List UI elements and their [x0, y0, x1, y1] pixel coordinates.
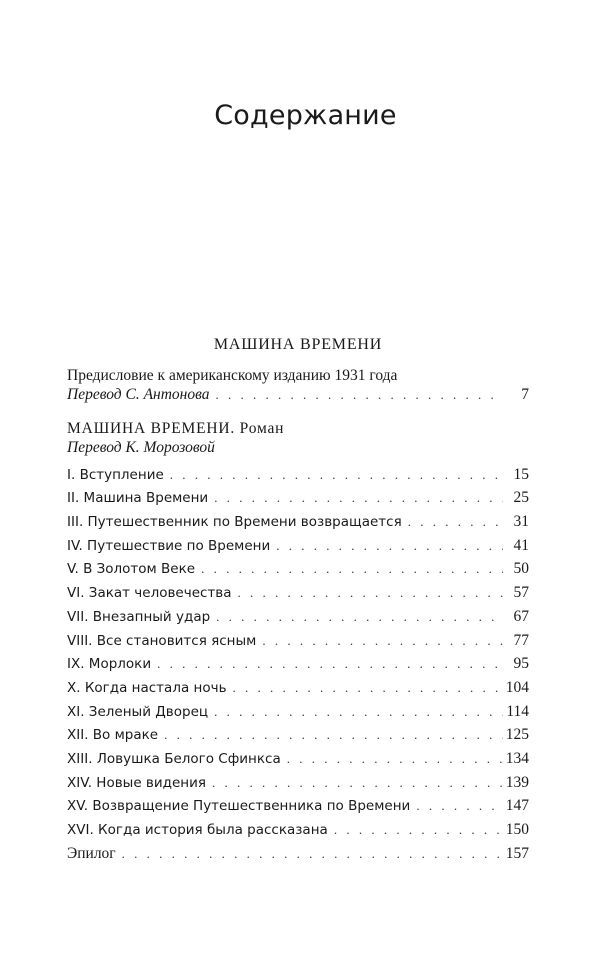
novel-title: МАШИНА ВРЕМЕНИ. Роман	[67, 419, 285, 437]
preface-translator: Перевод С. Антонова	[67, 386, 210, 403]
page-number: 31	[513, 513, 529, 531]
dot-leader	[122, 844, 503, 863]
toc-entry-epilogue[interactable]	[67, 844, 529, 868]
preface-title: Предисловие к американскому изданию 1931 года	[67, 367, 398, 384]
chapter-title: II. Машина Времени	[67, 490, 209, 507]
toc-entry[interactable]	[67, 725, 529, 749]
page-number: 104	[505, 678, 529, 696]
page-number: 147	[505, 797, 529, 815]
toc-entry[interactable]	[67, 465, 529, 489]
toc-entry[interactable]	[67, 654, 529, 678]
dot-leader	[212, 773, 503, 792]
page-number: 15	[513, 465, 529, 483]
toc-entry[interactable]	[67, 820, 529, 844]
page-number: 125	[505, 726, 529, 744]
chapter-title: IX. Морлоки	[67, 656, 152, 673]
dot-leader	[214, 488, 503, 507]
page-number: 41	[513, 536, 529, 554]
chapter-title: V. В Золотом Веке	[67, 561, 196, 578]
toc-entry[interactable]	[67, 559, 529, 583]
toc-entry[interactable]	[67, 536, 529, 560]
dot-leader	[334, 820, 503, 839]
chapter-title: XVI. Когда история была рассказана	[67, 822, 328, 838]
toc-entry[interactable]	[67, 796, 529, 820]
dot-leader	[214, 702, 503, 721]
dot-leader	[416, 796, 503, 815]
dot-leader	[238, 583, 503, 602]
page-number: 139	[505, 773, 529, 791]
page-number: 57	[513, 584, 529, 602]
dot-leader	[287, 749, 503, 768]
page-number: 114	[506, 702, 529, 720]
novel-translator: Перевод К. Морозовой	[67, 438, 215, 456]
chapter-title: XII. Во мраке	[67, 727, 159, 744]
page-number: 157	[505, 844, 529, 862]
dot-leader	[157, 654, 503, 673]
toc-entry[interactable]	[67, 773, 529, 797]
chapter-title: Эпилог	[67, 844, 116, 862]
dot-leader	[216, 385, 504, 404]
chapter-title: XV. Возвращение Путешественника по Времени	[67, 798, 411, 815]
page-number: 50	[513, 560, 529, 578]
chapter-title: III. Путешественник по Времени возвращается	[67, 514, 402, 531]
dot-leader	[408, 512, 503, 531]
dot-leader	[276, 536, 503, 555]
dot-leader	[233, 678, 503, 697]
page-number: 134	[505, 749, 529, 767]
page-number: 77	[513, 631, 529, 649]
page-number: 150	[505, 821, 529, 838]
chapter-title: VIII. Все становится ясным	[67, 632, 257, 649]
chapter-title: VI. Закат человечества	[67, 585, 232, 602]
page-title: Содержание	[214, 100, 397, 131]
toc-entry[interactable]	[67, 512, 529, 536]
dot-leader	[164, 725, 503, 744]
chapter-title: XIII. Ловушка Белого Сфинкса	[67, 750, 281, 767]
chapter-title: VII. Внезапный удар	[67, 608, 211, 625]
chapter-title: XI. Зеленый Дворец	[67, 703, 209, 720]
toc-entry[interactable]	[67, 678, 529, 702]
chapter-title: IV. Путешествие по Времени	[67, 537, 271, 554]
page-number: 67	[513, 607, 529, 625]
dot-leader	[170, 465, 503, 484]
page-number: 25	[513, 489, 529, 507]
toc-entry[interactable]	[67, 631, 529, 655]
toc-entry-preface[interactable]	[67, 385, 529, 409]
chapter-title: X. Когда настала ночь	[67, 679, 227, 696]
chapter-title: XIV. Новые видения	[67, 774, 207, 791]
toc-entry[interactable]	[67, 702, 529, 726]
page-number: 95	[513, 655, 529, 673]
page-number: 7	[521, 386, 529, 403]
chapter-title: I. Вступление	[67, 466, 164, 483]
toc-entry[interactable]	[67, 749, 529, 773]
toc-entry[interactable]	[67, 488, 529, 512]
dot-leader	[201, 559, 503, 578]
toc-entry[interactable]	[67, 607, 529, 631]
dot-leader	[216, 607, 503, 626]
table-of-contents	[67, 335, 529, 867]
section-heading: МАШИНА ВРЕМЕНИ	[213, 336, 383, 353]
toc-entry[interactable]	[67, 583, 529, 607]
dot-leader	[262, 631, 503, 650]
